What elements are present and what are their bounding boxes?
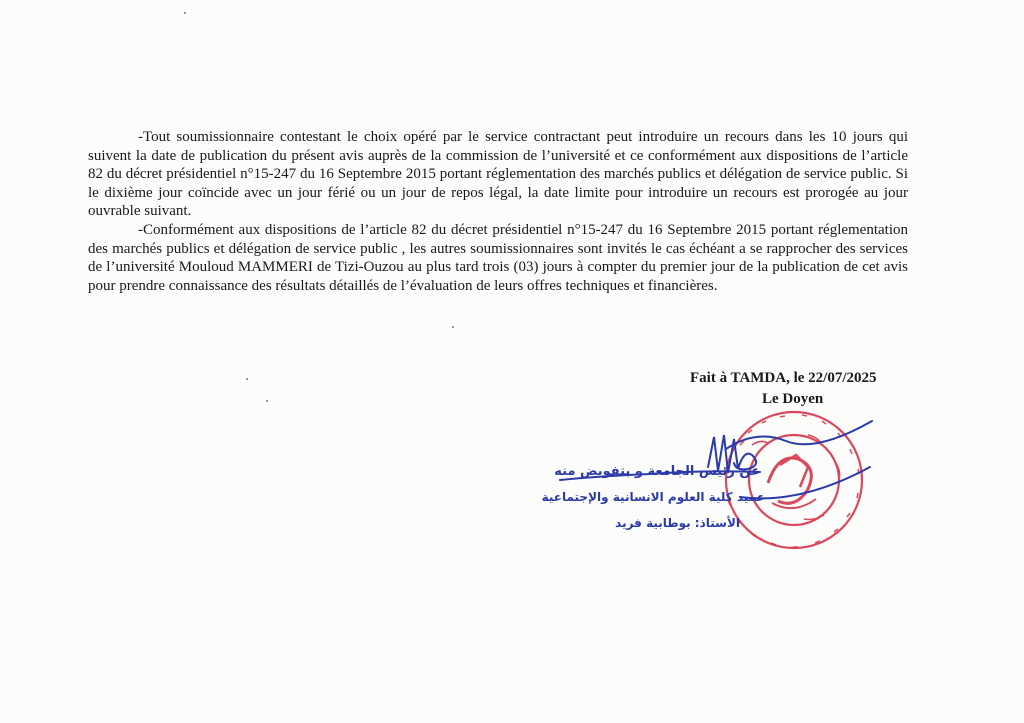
- place-date: Fait à TAMDA, le 22/07/2025: [690, 370, 877, 386]
- stamp-line-1: عن رئيس الجامعة و بتفويض منه: [554, 464, 760, 479]
- scan-speck: [452, 326, 454, 328]
- scan-speck: [184, 12, 186, 14]
- signatory-role: Le Doyen: [762, 391, 824, 407]
- notice-body: [88, 128, 908, 295]
- consultation-paragraph: -Conformément aux dispositions de l’article 82 du décret présidentiel n°15-247 du 16 Septembre 2015 portant réglementation des marchés publics et délégation de service public , les autres soumissionnaires sont invités le cas échéant a se rapprocher des services de l’université Mouloud MAMMERI de Tizi-Ouzou au plus tard trois (03) jours à compter du premier jour de la publication de cet avis pour prendre connaissance des résultats détaillés de l’évaluation de leurs offres techniques et financières.: [88, 221, 908, 294]
- scan-speck: [266, 400, 268, 402]
- stamp-line-3: الأستاذ: بوطابية فريد: [615, 516, 740, 530]
- appeal-paragraph: -Tout soumissionnaire contestant le choix opéré par le service contractant peut introduire un recours dans les 10 jours qui suivent la date de publication du présent avis auprès de la commission de l’université et ce conformément aux dispositions de l’article 82 du décret présidentiel n°15-247 du 16 Septembre 2015 portant réglementation des marchés publics et délégation de service public. Si le dixième jour coïncide avec un jour férié ou un jour de repos légal, la date limite pour introduire un recours est prorogée au jour ouvrable suivant.: [88, 129, 908, 220]
- scan-speck: [246, 378, 248, 380]
- official-seal-icon: [540, 405, 900, 555]
- stamp-line-2: عميد كلية العلوم الانسانية والإجتماعية: [541, 490, 765, 504]
- stamp-and-signature: [540, 405, 900, 555]
